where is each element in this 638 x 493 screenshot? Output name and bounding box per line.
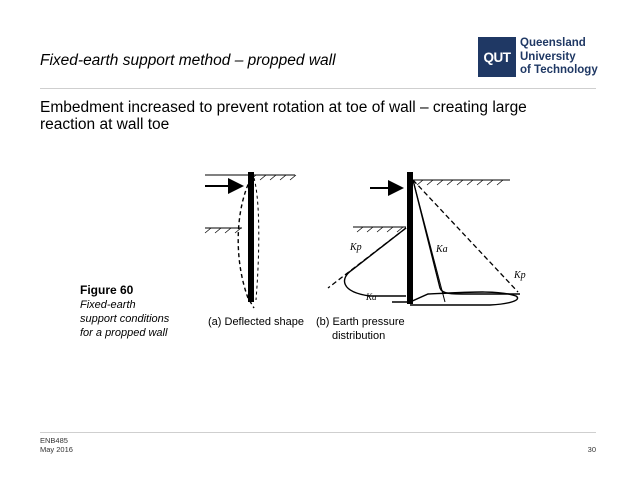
logo-wordmark — [520, 37, 598, 78]
slide-subtitle: Embedment increased to prevent rotation at toe of wall – creating large reaction at wall toe — [40, 99, 527, 133]
logo-line-2: University — [520, 50, 576, 63]
university-logo — [478, 37, 603, 79]
kp-left-label: Kp — [350, 242, 362, 253]
propped-wall-figure — [70, 160, 550, 360]
kp-right-label: Kp — [514, 270, 526, 281]
slide-title: Fixed-earth support method – propped wall — [40, 52, 336, 69]
label-deflected-shape: (a) Deflected shape — [208, 316, 304, 328]
caption-line-3: for a propped wall — [80, 327, 168, 339]
footer-divider — [40, 432, 596, 433]
course-code: ENB485 — [40, 436, 68, 445]
wall — [248, 172, 254, 302]
earth-pressure-diagram — [328, 172, 526, 305]
ka-left-label: Ka — [366, 292, 377, 302]
page-number: 30 — [587, 445, 596, 454]
logo-mark: QUT — [478, 37, 516, 77]
caption-title: Figure 60 — [80, 283, 134, 297]
footer-date: May 2016 — [40, 445, 73, 454]
wall — [407, 172, 413, 304]
footer-info — [40, 436, 73, 454]
logo-line-3: of Technology — [520, 64, 598, 76]
label-earth-pressure: (b) Earth pressure — [316, 316, 405, 328]
caption-line-2: support conditions — [80, 313, 170, 325]
logo-line-1: Queensland — [520, 37, 586, 49]
label-distribution: distribution — [332, 330, 386, 342]
header-divider — [40, 88, 596, 89]
deflected-shape-diagram — [205, 172, 296, 308]
ka-right-label: Ka — [436, 244, 448, 255]
caption-line-1: Fixed-earth — [80, 299, 136, 311]
figure-caption — [80, 283, 170, 339]
